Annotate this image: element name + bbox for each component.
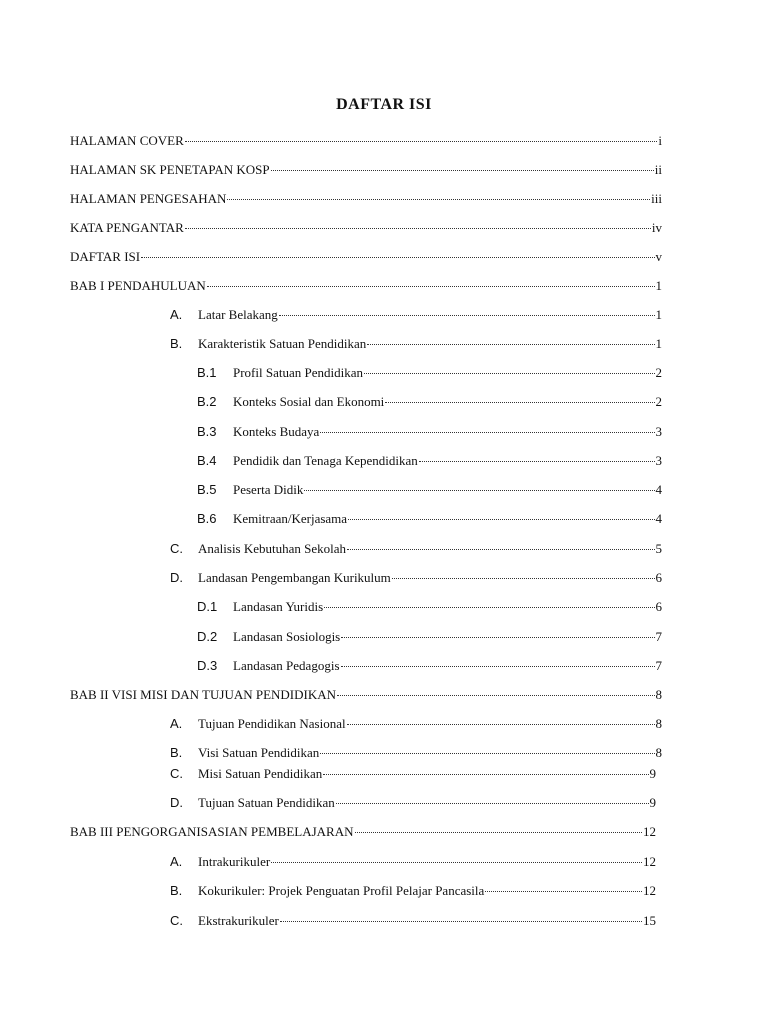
toc-entry [170, 715, 662, 733]
toc-entry-page-number: 9 [649, 795, 656, 810]
dot-leader [392, 577, 655, 579]
toc-entry [170, 540, 662, 558]
toc-entry-page-number: 6 [655, 570, 662, 585]
toc-entry-label: KATA PENGANTAR [70, 220, 184, 235]
toc-entry-marker: C. [170, 541, 183, 556]
toc-entry-marker: D. [170, 795, 183, 810]
toc-entry-label: HALAMAN COVER [70, 133, 184, 148]
toc-entry [197, 423, 662, 441]
toc-entry-marker: B.5 [197, 482, 217, 497]
toc-entry-marker: C. [170, 766, 183, 781]
toc-entry [170, 306, 662, 324]
dot-leader [419, 460, 655, 462]
toc-entry [70, 190, 662, 208]
toc-entry-label: BAB III PENGORGANISASIAN PEMBELAJARAN [70, 824, 354, 839]
toc-entry-page-number: 7 [655, 658, 662, 673]
toc-entry-page-number: 12 [643, 824, 656, 839]
toc-entry-page-number: 12 [643, 883, 656, 898]
toc-entry-page-number: 5 [655, 541, 662, 556]
toc-entry-label: HALAMAN SK PENETAPAN KOSP [70, 162, 270, 177]
dot-leader [271, 861, 642, 863]
toc-entry-label: Misi Satuan Pendidikan [198, 766, 323, 781]
toc-entry [70, 248, 662, 266]
dot-leader [347, 548, 654, 550]
toc-entry [170, 882, 656, 900]
toc-entry-page-number: 4 [655, 511, 662, 526]
dot-leader [141, 256, 654, 258]
toc-entry-marker: D.2 [197, 629, 218, 644]
toc-entry [197, 481, 662, 499]
toc-entry-label: Latar Belakang [198, 307, 278, 322]
dot-leader [304, 489, 654, 491]
toc-entry-page-number: 15 [643, 913, 656, 928]
dot-leader [385, 401, 654, 403]
toc-entry-label: HALAMAN PENGESAHAN [70, 191, 227, 206]
toc-entry [197, 657, 662, 675]
toc-entry-page-number: 8 [655, 687, 662, 702]
toc-entry [170, 794, 656, 812]
toc-entry-label: Tujuan Pendidikan Nasional [198, 716, 346, 731]
dot-leader [348, 518, 654, 520]
toc-entry-label: Analisis Kebutuhan Sekolah [198, 541, 347, 556]
toc-entry [197, 598, 662, 616]
toc-entry-page-number: 8 [655, 745, 662, 760]
toc-entry-label: Intrakurikuler [198, 854, 271, 869]
dot-leader [324, 606, 654, 608]
toc-entry-label: Landasan Sosiologis [233, 629, 341, 644]
toc-entry-marker: A. [170, 854, 183, 869]
toc-entry-page-number: 1 [655, 278, 662, 293]
toc-entry-label: Peserta Didik [233, 482, 304, 497]
toc-entry-page-number: 3 [655, 424, 662, 439]
toc-entry-marker: B.2 [197, 394, 217, 409]
toc-entry [197, 452, 662, 470]
toc-entry-page-number: 4 [655, 482, 662, 497]
dot-leader [185, 227, 651, 229]
toc-entry-page-number: 7 [655, 629, 662, 644]
toc-entry-label: Konteks Sosial dan Ekonomi [233, 394, 385, 409]
dot-leader [279, 314, 655, 316]
toc-entry-marker: D.1 [197, 599, 218, 614]
toc-entry [197, 628, 662, 646]
toc-entry-label: Landasan Yuridis [233, 599, 324, 614]
toc-entry-label: Profil Satuan Pendidikan [233, 365, 363, 380]
toc-entry-marker: B.3 [197, 424, 217, 439]
toc-entry-page-number: 2 [655, 365, 662, 380]
toc-entry-page-number: iv [651, 220, 662, 235]
toc-entry-label: Visi Satuan Pendidikan [198, 745, 320, 760]
toc-entry-label: BAB I PENDAHULUAN [70, 278, 206, 293]
toc-entry-label: Ekstrakurikuler [198, 913, 279, 928]
toc-entry-label: BAB II VISI MISI DAN TUJUAN PENDIDIKAN [70, 687, 337, 702]
toc-entry-page-number: 1 [655, 307, 662, 322]
dot-leader [271, 169, 654, 171]
dot-leader [323, 773, 648, 775]
toc-entry [70, 132, 662, 150]
dot-leader [347, 723, 655, 725]
toc-entry-marker: B. [170, 745, 183, 760]
toc-entry [70, 219, 662, 237]
toc-entry-marker: B. [170, 336, 183, 351]
toc-entry-marker: B.1 [197, 365, 217, 380]
dot-leader [341, 636, 654, 638]
toc-entry [197, 393, 662, 411]
toc-entry-marker: B. [170, 883, 183, 898]
toc-entry [197, 364, 662, 382]
toc-entry-marker: A. [170, 307, 183, 322]
toc-entry [170, 765, 656, 783]
toc-entry-marker: D. [170, 570, 183, 585]
dot-leader [227, 198, 650, 200]
toc-entry-page-number: 12 [643, 854, 656, 869]
toc-entry-page-number: 3 [655, 453, 662, 468]
toc-entry [70, 823, 656, 841]
toc-entry [170, 744, 662, 762]
toc-entry-marker: B.6 [197, 511, 217, 526]
toc-entry-label: Konteks Budaya [233, 424, 320, 439]
dot-leader [355, 831, 643, 833]
dot-leader [364, 372, 655, 374]
toc-entry-label: Landasan Pedagogis [233, 658, 340, 673]
dot-leader [320, 431, 654, 433]
toc-entry-label: Landasan Pengembangan Kurikulum [198, 570, 391, 585]
dot-leader [280, 920, 642, 922]
toc-entry [197, 510, 662, 528]
toc-entry [170, 335, 662, 353]
toc-entry-marker: C. [170, 913, 183, 928]
dot-leader [207, 285, 655, 287]
toc-entry [70, 161, 662, 179]
dot-leader [320, 752, 654, 754]
toc-entry-label: Tujuan Satuan Pendidikan [198, 795, 335, 810]
dot-leader [341, 665, 655, 667]
toc-entry-page-number: 9 [649, 766, 656, 781]
toc-entry-label: DAFTAR ISI [70, 249, 141, 264]
toc-entry-page-number: 6 [655, 599, 662, 614]
toc-entry-label: Kemitraan/Kerjasama [233, 511, 348, 526]
toc-entry-label: Pendidik dan Tenaga Kependidikan [233, 453, 418, 468]
page-title: DAFTAR ISI [336, 96, 432, 113]
toc-entry-page-number: i [658, 133, 662, 148]
dot-leader [337, 694, 654, 696]
toc-entry [170, 853, 656, 871]
toc-entry-marker: B.4 [197, 453, 217, 468]
toc-entry-page-number: v [655, 249, 662, 264]
toc-entry-page-number: iii [651, 191, 662, 206]
dot-leader [485, 890, 642, 892]
toc-entry-marker: A. [170, 716, 183, 731]
toc-entry-page-number: 2 [655, 394, 662, 409]
toc-entry [70, 277, 662, 295]
toc-entry [170, 569, 662, 587]
toc-entry [70, 686, 662, 704]
toc-entry-marker: D.3 [197, 658, 218, 673]
toc-entry-page-number: 8 [655, 716, 662, 731]
dot-leader [367, 343, 654, 345]
toc-entry-page-number: 1 [655, 336, 662, 351]
dot-leader [336, 802, 649, 804]
toc-entry [170, 912, 656, 930]
toc-entry-page-number: ii [654, 162, 662, 177]
toc-entry-label: Kokurikuler: Projek Penguatan Profil Pelajar Pancasila [198, 883, 485, 898]
dot-leader [185, 140, 658, 142]
toc-entry-label: Karakteristik Satuan Pendidikan [198, 336, 367, 351]
